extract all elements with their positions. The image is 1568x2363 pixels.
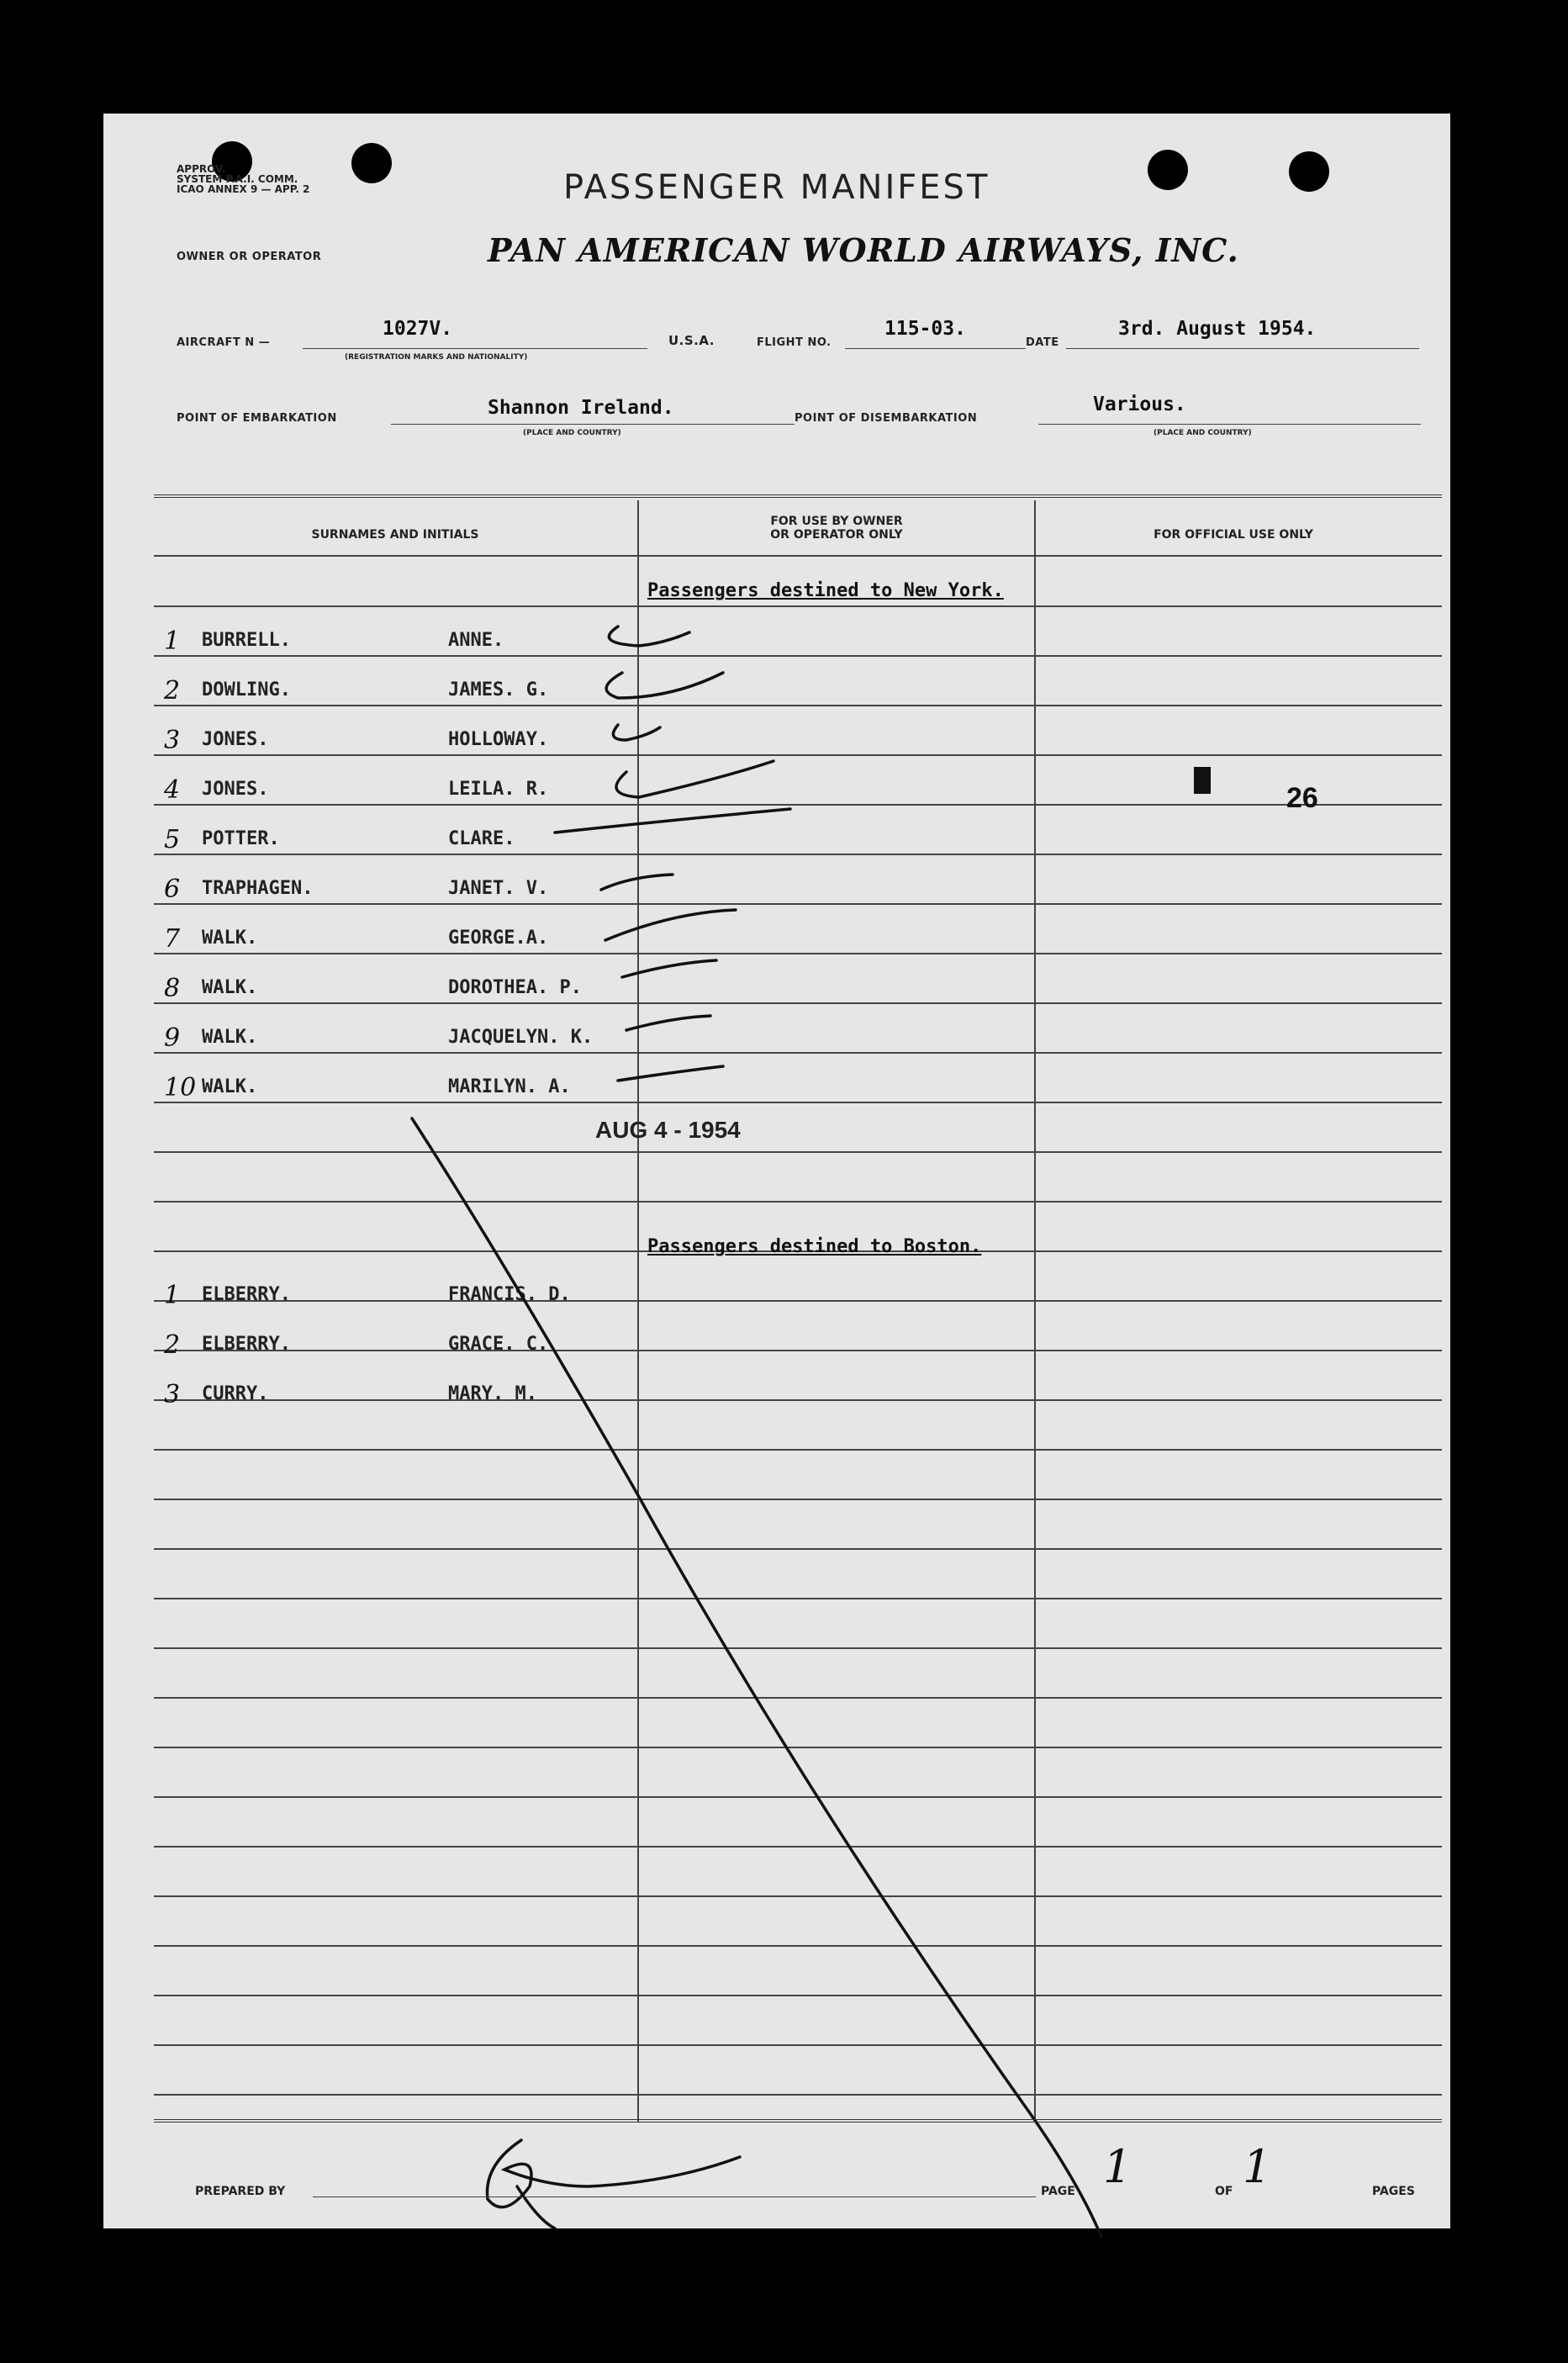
check-mark [616,761,773,797]
prepared-by-field-line [313,2196,1036,2197]
passenger-number: 3 [164,1380,181,1409]
passenger-number: 3 [164,726,181,755]
passenger-surname: TRAPHAGEN. [202,878,314,899]
check-mark [613,725,660,740]
flight-label: FLIGHT NO. [757,336,832,349]
passenger-number: 1 [164,626,181,656]
aircraft-label: AIRCRAFT N — [177,336,271,349]
cross-out-stroke [412,1118,1101,2237]
passenger-number: 8 [164,974,181,1003]
company-name: PAN AMERICAN WORLD AIRWAYS, INC. [488,231,1239,269]
passenger-number: 5 [164,825,181,854]
check-mark [606,673,723,698]
passenger-given-names: FRANCIS. D. [448,1284,571,1305]
passenger-number: 7 [164,924,181,954]
embarkation-value: Shannon Ireland. [488,397,674,419]
passenger-number: 4 [164,775,181,805]
disembarkation-label: POINT OF DISEMBARKATION [795,412,978,425]
prepared-by-label: PREPARED BY [195,2185,286,2198]
passenger-surname: POTTER. [202,828,280,849]
pages-label: PAGES [1372,2185,1415,2198]
check-mark [618,1066,723,1081]
passenger-given-names: ANNE. [448,630,504,651]
passenger-number: 6 [164,875,181,904]
passenger-surname: DOWLING. [202,679,291,700]
passenger-surname: ELBERRY. [202,1284,291,1305]
official-use-column-header: FOR OFFICIAL USE ONLY [1154,528,1313,542]
flight-value: 115-03. [884,318,966,340]
passenger-number: 9 [164,1023,181,1053]
passenger-given-names: MARY. M. [448,1383,537,1404]
disembarkation-note: (PLACE AND COUNTRY) [1154,429,1252,437]
passenger-surname: WALK. [202,928,258,949]
country-label: U.S.A. [668,333,715,348]
passenger-surname: ELBERRY. [202,1334,291,1355]
table-bottom-rule [154,2119,1442,2122]
page-label: PAGE [1041,2185,1075,2198]
passenger-surname: BURRELL. [202,630,291,651]
section-heading: Passengers destined to New York. [647,580,1004,601]
passenger-surname: JONES. [202,729,269,750]
passenger-given-names: DOROTHEA. P. [448,977,582,998]
page-number: 1 [1103,2140,1132,2193]
signature [517,2186,555,2228]
passenger-surname: WALK. [202,1076,258,1097]
passenger-given-names: JACQUELYN. K. [448,1027,594,1048]
form-title: PASSENGER MANIFEST [563,168,990,207]
registration-note: (REGISTRATION MARKS AND NATIONALITY) [345,353,528,362]
passenger-given-names: LEILA. R. [448,779,549,800]
passenger-number: 2 [164,1330,181,1360]
check-mark [605,910,736,940]
check-mark [601,875,673,890]
date-label: DATE [1026,336,1059,349]
passenger-given-names: GEORGE.A. [448,928,549,949]
passenger-given-names: GRACE. C. [448,1334,549,1355]
passenger-surname: WALK. [202,1027,258,1048]
embarkation-note: (PLACE AND COUNTRY) [523,429,621,437]
check-mark [626,1016,710,1030]
check-mark [622,960,716,977]
passenger-given-names: JANET. V. [448,878,549,899]
date-stamp: AUG 4 - 1954 [595,1117,741,1143]
disembarkation-value: Various. [1093,394,1186,415]
check-mark [609,626,689,646]
passenger-given-names: HOLLOWAY. [448,729,549,750]
official-mark: 26 [1286,782,1318,814]
passenger-surname: CURRY. [202,1383,269,1404]
passenger-number: 1 [164,1281,181,1310]
passenger-given-names: JAMES. G. [448,679,549,700]
check-mark [555,809,790,833]
passenger-number: 10 [164,1073,197,1102]
date-value: 3rd. August 1954. [1118,318,1317,340]
total-pages: 1 [1243,2140,1272,2193]
section-heading: Passengers destined to Boston. [647,1236,982,1257]
owner-label: OWNER OR OPERATOR [177,251,322,263]
passenger-given-names: CLARE. [448,828,515,849]
of-label: OF [1215,2185,1233,2198]
owner-use-column-header: FOR USE BY OWNER OR OPERATOR ONLY [770,515,903,542]
passenger-given-names: MARILYN. A. [448,1076,571,1097]
aircraft-value: 1027V. [383,318,453,340]
passenger-surname: WALK. [202,977,258,998]
embarkation-label: POINT OF EMBARKATION [177,412,337,425]
surnames-column-header: SURNAMES AND INITIALS [311,528,479,542]
passenger-surname: JONES. [202,779,269,800]
passenger-number: 2 [164,676,181,706]
approval-note: APPROV. SYSTEM P.A.I. COMM. ICAO ANNEX 9 — APP. 2 [177,163,310,195]
